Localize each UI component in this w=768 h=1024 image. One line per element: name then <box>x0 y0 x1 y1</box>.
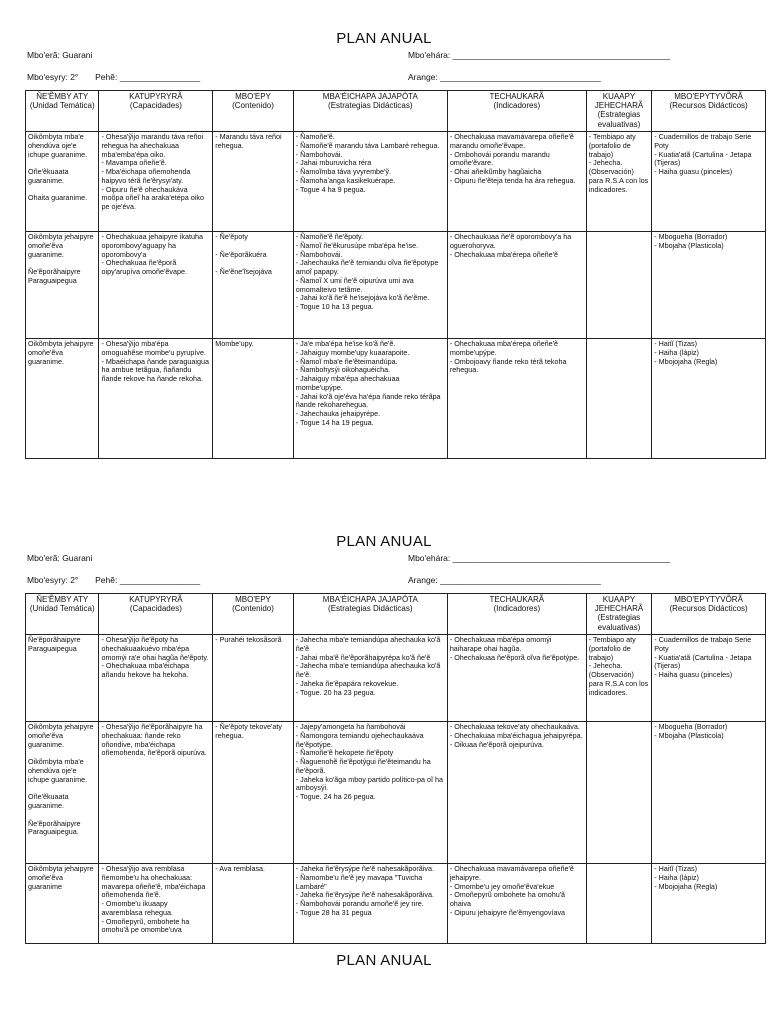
table-cell: - Ohesa'ỹijo marandu táva reñoi rehegua ha ahechakuaa mba'emba'épa oiko. - Mavampa oñeñe'ẽ. - Mba'éichapa oñemohenda haipyvo térã ñe'ẽrysyi'aty. - Oipuru ñe'ẽ ohechaukáva moõpa oñeĩ ha araka'etépa oiko pe oje'éva. <box>99 132 213 232</box>
teacher-blank: ______________________________________________ <box>452 50 671 60</box>
page-title: PLAN ANUAL <box>336 30 432 47</box>
col-header: KATUPYRYRÃ (Capacidades) <box>99 594 213 635</box>
table-cell: Oikõmbyta jehaipyre omoñe'ẽva guaranime. Oikõmbyta mba'e ohendúva oje'e ichupe guaranime. Oñe'ẽkuaata guaranime. Ñe'ẽporãhaipyre Paraguaipegua. <box>26 722 99 864</box>
table-cell: - Ohechaukuaa ñe'ẽ oporombovy'a ha oguerohoryva. - Ohechakuaa mba'érepa oñeñe'ẽ <box>447 232 586 339</box>
subject-value: Guarani <box>62 553 93 563</box>
table-cell: - Cuadernillos de trabajo Serie Poty - Kuatia'atã (Cartulina - Jetapa (Tijeras) - Haiha guasu (pinceles) <box>652 635 766 722</box>
teacher-line <box>408 50 670 60</box>
table-cell: - Tembiapo aty (portafolio de trabajo) - Jehecha. (Observación) para R.S.A con los indicadores. <box>586 132 651 232</box>
col-header: KATUPYRYRÃ (Capacidades) <box>99 91 213 132</box>
table-cell: - Ñe'ẽpoty - Ñe'ẽporãkuéra - Ñe'ẽne'ĩsejojáva <box>213 232 294 339</box>
next-page-title: PLAN ANUAL <box>336 952 432 969</box>
subject-label: Mbo'erã: <box>27 50 60 60</box>
table-cell: - Ohechakuaa mba'érepa oñeñe'ẽ mombe'upýpe. - Ombojoavy ñande reko térã tekoha rehegua. <box>447 339 586 459</box>
table-cell: - Ja'e mba'épa he'ise ko'ã ñe'ẽ. - Jahaiguy mombe'upy kuaarapoite. - Ñamoĩ mba'e ñe'ẽteimandúpa. - Ñambohysýi oikohaguéicha. - Jahaiguy mba'épa ahechakuaa mombe'upýpe. - Jahai ko'ã oje'éva ha'épa ñande reko térãpa ñande rekoharehegua. - Jahechauka jehaipyrépe. - Togue 14 ha 19 pegua. <box>293 339 447 459</box>
col-header: KUAAPY JEHECHARÃ (Estrategias evaluativas) <box>586 91 651 132</box>
teacher-label: Mbo'ehára: <box>408 553 451 563</box>
col-header: MBO'EPY (Contenido) <box>213 594 294 635</box>
grade-value: 2° <box>70 72 79 82</box>
table-cell: - Ñamoñe'ẽ ñe'ẽpoty. - Ñamoĩ ñe'ẽkurusúpe mba'épa he'ise. - Ñambohovái. - Jahechauka ñe'ẽ temiandu oĩva ñe'ẽpotype amoĩ papapy. - Ñamoĩ X umi ñe'ẽ oipurúva umi ava omomalteivo tetãme. - Jahai ko'ã ñe'ẽ he'isejojáva ko'ã ñe'ẽme. - Togue 10 ha 13 pegua. <box>293 232 447 339</box>
table-cell: - Cuadernillos de trabajo Serie Poty - Kuatia'atã (Cartulina - Jetapa (Tijeras) - Haiha guasu (pinceles) <box>652 132 766 232</box>
table-cell: - Ohesa'ỹijo ñe'ẽporãhaipyre ha ohechakuaa: ñande reko oñondive, mba'éichapa oñemohenda, ñe'ẽporã oipurúva. <box>99 722 213 864</box>
table-cell: Mombe'upy. <box>213 339 294 459</box>
section-label: Pehẽ: <box>95 575 118 585</box>
table-cell: - Ohechakuaa jehaipyre ikatuha oporombovy'aguapy ha oporombovy'a - Ohechakuaa ñe'ẽporã oipy'arupíva omoñe'ẽvape. <box>99 232 213 339</box>
table-row <box>26 864 766 944</box>
table-cell: - Jajepy'amongeta ha ñambohovái - Ñamongora temiandu ojehechaukaáva ñe'ẽpotýpe. - Ñamoñe'ẽ hekopete ñe'ẽpoty - Ñaguenohẽ ñe'ẽpotýgui ñe'ẽteimandu ha ñe'ẽporã. - Jaheka ko'ãga mboy partido político-pa oĩ ha amboysýi. - Togue. 24 ha 26 pegua. <box>293 722 447 864</box>
table-cell: - Ohesa'ỹijo mba'épa omoguahẽse mombe'u pyrupíve. - Mbaéichapa ñande paraguaigua ha ambue tetãgua, ñañandu ñande rekove ha ñande rekoha. <box>99 339 213 459</box>
grade-label: Mbo'esyry: <box>27 575 68 585</box>
col-header: ÑE'ẼMBY ATY (Unidad Temática) <box>26 594 99 635</box>
table-cell: - Ohechakuaa mba'épa omomýi haiharape ohai hagũa. - Ohechakuaa ñe'ẽporã oĩva ñe'ẽpotýpe. <box>447 635 586 722</box>
col-header: MBA'ÉICHAPA JAJAPÓTA (Estrategias Didácticas) <box>293 91 447 132</box>
grade-value: 2° <box>70 575 79 585</box>
table-cell: Oikõmbyta jehaipyre omoñe'ẽva guaranime. Ñe'ẽporãhaipyre Paraguaipegua <box>26 232 99 339</box>
subject-value: Guarani <box>62 50 93 60</box>
year-blank: __________________________________ <box>440 575 601 585</box>
table-cell <box>586 864 651 944</box>
col-header: TECHAUKARÃ (Indicadores) <box>447 91 586 132</box>
page-title: PLAN ANUAL <box>336 533 432 550</box>
table-row <box>26 232 766 339</box>
teacher-line <box>408 553 670 563</box>
table-cell: - Ñamoñe'ẽ. - Ñamoñe'ẽ marandu táva Lambaré rehegua. - Ñambohovái. - Jahai mburuvicha rérа - Ñamoĩmba táva yvyrembe'ỹ. - Ñamohaʼanga kasikekuérape. - Togue 4 ha 9 pegua. <box>293 132 447 232</box>
table-cell: Oikõmbyta mba'e ohendúva oje'e ichupe guaranime. Oñe'ẽkuaata guaranime. Ohaita guaranime. <box>26 132 99 232</box>
table-cell: - Tembiapo aty (portafolio de trabajo) - Jehecha. (Observación) para R.S.A con los indicadores. <box>586 635 651 722</box>
table-row <box>26 722 766 864</box>
table-cell <box>586 722 651 864</box>
grade-label: Mbo'esyry: <box>27 72 68 82</box>
table-cell: - Ñe'ẽpoty tekove'aty rehegua. <box>213 722 294 864</box>
col-header: TECHAUKARÃ (Indicadores) <box>447 594 586 635</box>
col-header: MBA'ÉICHAPA JAJAPÓTA (Estrategias Didácticas) <box>293 594 447 635</box>
year-line <box>408 575 601 585</box>
teacher-label: Mbo'ehára: <box>408 50 451 60</box>
section-blank: _________________ <box>119 72 201 82</box>
table-cell: - Haitĩ (Tizas) - Haiha (lápiz) - Mbojojaha (Regla) <box>652 339 766 459</box>
col-header: KUAAPY JEHECHARÃ (Estrategias evaluativas) <box>586 594 651 635</box>
table-cell: - Mboguеha (Borrador) - Mbojaha (Plasticola) <box>652 232 766 339</box>
year-line <box>408 72 601 82</box>
table-cell: - Purahéi tekosãsorã <box>213 635 294 722</box>
table-cell: Ñe'ẽporãhaipyre Paraguaipegua <box>26 635 99 722</box>
table-cell: - Haitĩ (Tizas) - Haiha (lápiz) - Mbojojaha (Regla) <box>652 864 766 944</box>
table-cell <box>586 339 651 459</box>
col-header: MBO'EPYTYVÕRÃ (Recursos Didácticos) <box>652 594 766 635</box>
table-cell: - Ohesa'ỹijo ava remblasa ñemombe'u ha ohechakuaa: mavarepa oñeñe'ẽ, mba'éichapa oñemohenda ñe'ẽ. - Omombe'u ikuaapy avaremblasa rehegua. - Omoñepyrũ, ombohete ha omohu'ã pe omombe'uva <box>99 864 213 944</box>
year-label: Arange: <box>408 575 438 585</box>
table-cell: - Ohechakuaa mavamávarepa oñeñe'ẽ marandu omoñe'ẽvape. - Ombohovái porandu marandu omoñe'ẽvare. - Ohai añeikũmby hagũaicha - Oipuru ñe'ẽteja tenda ha ára rehegua. <box>447 132 586 232</box>
table-cell: Oikõmbyta jehaipyre omoñe'ẽva guaranime <box>26 864 99 944</box>
table-cell: - Ava remblasa. <box>213 864 294 944</box>
table-cell: - Ohesa'ỹijo ñe'ẽpoty ha ohechakuaakuévo mba'épa omomýi ra'e ohai hagũa ñe'ẽpoty. - Ohechakuaa mba'éichapa añandu hekove ha hekoha. <box>99 635 213 722</box>
subject-label: Mbo'erã: <box>27 553 60 563</box>
section-label: Pehẽ: <box>95 72 118 82</box>
grade-line <box>27 575 200 585</box>
section-blank: _________________ <box>119 575 201 585</box>
subject-line <box>27 553 92 563</box>
col-header: MBO'EPYTYVÕRÃ (Recursos Didácticos) <box>652 91 766 132</box>
teacher-blank: ______________________________________________ <box>452 553 671 563</box>
col-header: MBO'EPY (Contenido) <box>213 91 294 132</box>
table-cell: - Ohechakuaa mavamávarepa oñeñe'ẽ jehaipyre. - Omombe'u jey omoñe'ẽva'ekue - Omoñepyrũ ombohete ha omohu'ã ohaiva - Oipuru jehaipyre ñe'ẽmyengovíava <box>447 864 586 944</box>
table-cell: Oikõmbyta jehaipyre omoñe'ẽva guaranime. <box>26 339 99 459</box>
table-cell: - Ohechakuaa tekove'aty ohechaukaáva. - Ohechakuaa mba'éichagua jehaipyrépa. - Oikuaa ñe'ẽporã ojeipurúva. <box>447 722 586 864</box>
table-cell: - Marandu táva reñoi rehegua. <box>213 132 294 232</box>
table-header-row <box>26 91 766 132</box>
table-cell <box>586 232 651 339</box>
plan-table <box>25 593 766 944</box>
table-cell: - Mboguеha (Borrador) - Mbojaha (Plasticola) <box>652 722 766 864</box>
table-row <box>26 132 766 232</box>
year-blank: __________________________________ <box>440 72 601 82</box>
table-row <box>26 635 766 722</box>
table-cell: - Jahecha mba'e temiandúpa ahechauka ko'ã ñe'ẽ - Jahai mba'ẽ ñe'ẽporãhaipyrépa ko'ã ñe'ẽ - Jahecha mba'e temiandúpa ahechauka ko'ã ñe'ẽ. - Jaheka ñe'ẽpapára rekovekue. - Togue. 20 ha 23 pegua. <box>293 635 447 722</box>
table-cell: - Jaheka ñe'ẽrysýpe ñe'ẽ nahesakãporãiva. - Ñamombe'u ñe'ẽ jey mavapa "Tuvicha Lambaré" - Jaheka ñe'ẽrysýpe ñe'ẽ nahesakãporãiva. - Ñambohovái porandu amoñe'ẽ jey rire. - Togue 28 ha 31 pegua <box>293 864 447 944</box>
table-row <box>26 339 766 459</box>
plan-table <box>25 90 766 459</box>
col-header: ÑE'ẼMBY ATY (Unidad Temática) <box>26 91 99 132</box>
table-header-row <box>26 594 766 635</box>
subject-line <box>27 50 92 60</box>
grade-line <box>27 72 200 82</box>
year-label: Arange: <box>408 72 438 82</box>
